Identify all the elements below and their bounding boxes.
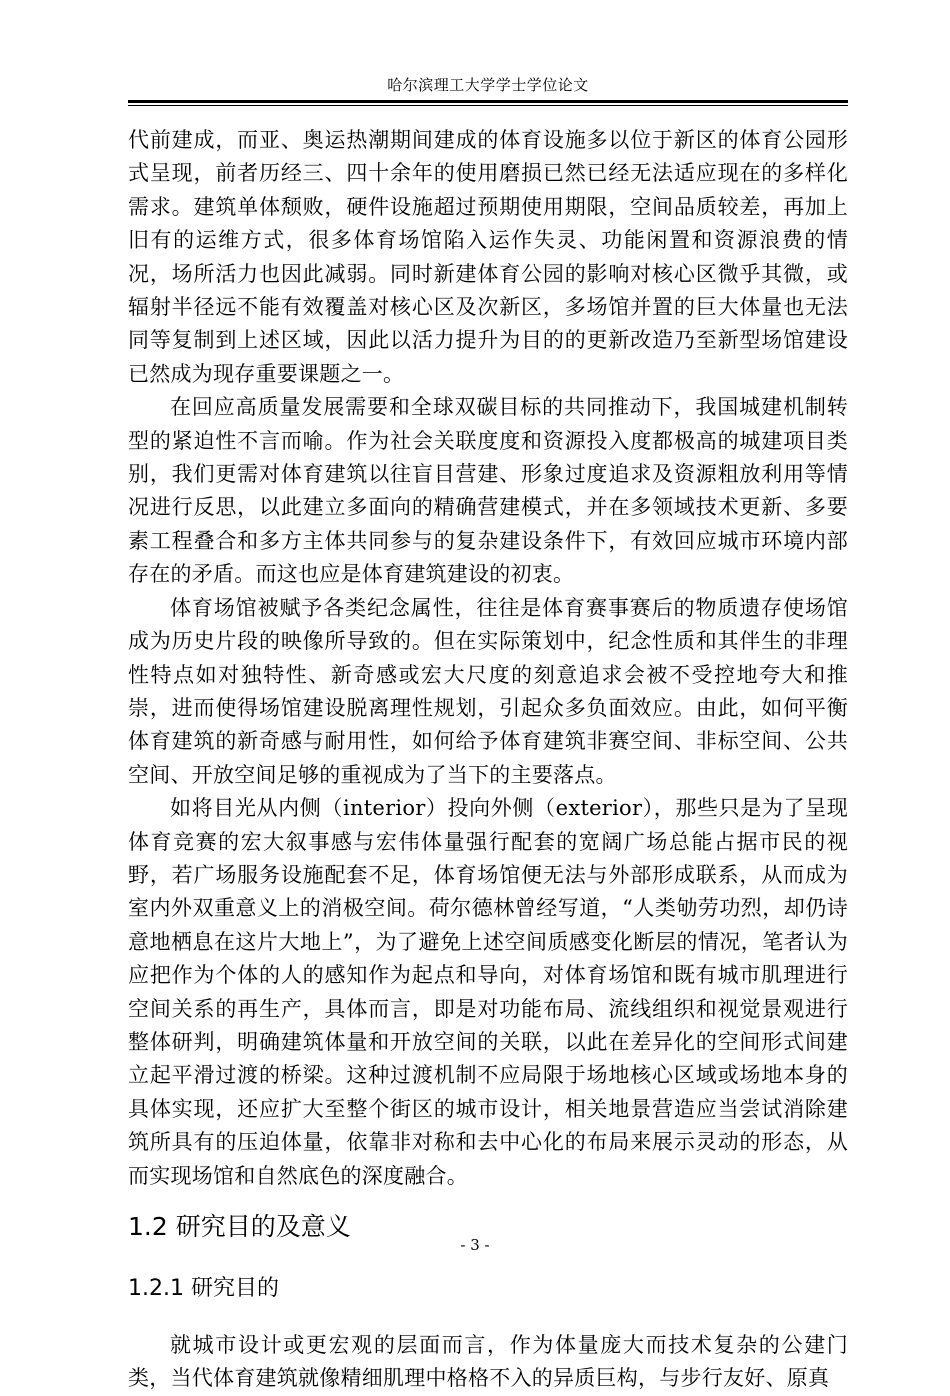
paragraph: 体育场馆被赋予各类纪念属性，往往是体育赛事赛后的物质遗存使场馆成为历史片段的映像所导致的。但在实际策划中，纪念性质和其伴生的非理性特点如对独特性、新奇感或宏大尺度的刻意追求会被不受控地夸大和推崇，进而使得场馆建设脱离理性规划，引起众多负面效应。由此，如何平衡体育建筑的新奇感与耐用性，如何给予体育建筑非赛空间、非标空间、公共空间、开放空间足够的重视成为了当下的主要落点。	[128, 595, 848, 787]
paragraph-continued: 代前建成，而亚、奥运热潮期间建成的体育设施多以位于新区的体育公园形式呈现，前者历经三、四十余年的使用磨损已然已经无法适应现在的多样化需求。建筑单体颓败，硬件设施超过预期使用期限，空间品质较差，再加上旧有的运维方式，很多体育场馆陷入运作失灵、功能闲置和资源浪费的情况，场所活力也因此减弱。同时新建体育公园的影响对核心区微乎其微，或辐射半径远不能有效覆盖对核心区及次新区，多场馆并置的巨大体量也无法同等复制到上述区域，因此以活力提升为目的的更新改造乃至新型场馆建设已然成为现存重要课题之一。	[128, 128, 848, 386]
section-heading: 1.2 研究目的及意义	[128, 1212, 351, 1241]
header-rule-thick	[128, 100, 848, 103]
page-body	[128, 124, 848, 1396]
running-header: 哈尔滨理工大学学士学位论文	[387, 76, 589, 94]
paragraph: 如将目光从内侧（interior）投向外侧（exterior），那些只是为了呈现体育竞赛的宏大叙事感与宏伟体量强行配套的宽阔广场总能占据市民的视野，若广场服务设施配套不足，体育场馆便无法与外部形成联系，从而成为室内外双重意义上的消极空间。荷尔德林曾经写道，“人类劬劳功烈，却仍诗意地栖息在这片大地上”，为了避免上述空间质感变化断层的情况，笔者认为应把作为个体的人的感知作为起点和导向，对体育场馆和既有城市肌理进行空间关系的再生产，具体而言，即是对功能布局、流线组织和视觉景观进行整体研判，明确建筑体量和开放空间的关联，以此在差异化的空间形式间建立起平滑过渡的桥梁。这种过渡机制不应局限于场地核心区域或场地本身的具体实现，还应扩大至整个街区的城市设计，相关地景营造应当尝试消除建筑所具有的压迫体量，依靠非对称和去中心化的布局来展示灵动的形态，从而实现场馆和自然底色的深度融合。	[128, 796, 848, 1188]
paragraph: 在回应高质量发展需要和全球双碳目标的共同推动下，我国城建机制转型的紧迫性不言而喻。作为社会关联度度和资源投入度都极高的城建项目类别，我们更需对体育建筑以往盲目营建、形象过度追求及资源粗放利用等情况进行反思，以此建立多面向的精确营建模式，并在多领域技术更新、多要素工程叠合和多方主体共同参与的复杂建设条件下，有效回应城市环境内部存在的矛盾。而这也应是体育建筑建设的初衷。	[128, 395, 848, 587]
subsection-heading: 1.2.1 研究目的	[128, 1276, 279, 1301]
paragraph: 就城市设计或更宏观的层面而言，作为体量庞大而技术复杂的公建门类，当代体育建筑就像精细肌理中格格不入的异质巨构，与步行友好、原真	[128, 1333, 848, 1391]
page-number: - 3 -	[460, 1236, 490, 1254]
header-rule-thin	[128, 105, 848, 106]
